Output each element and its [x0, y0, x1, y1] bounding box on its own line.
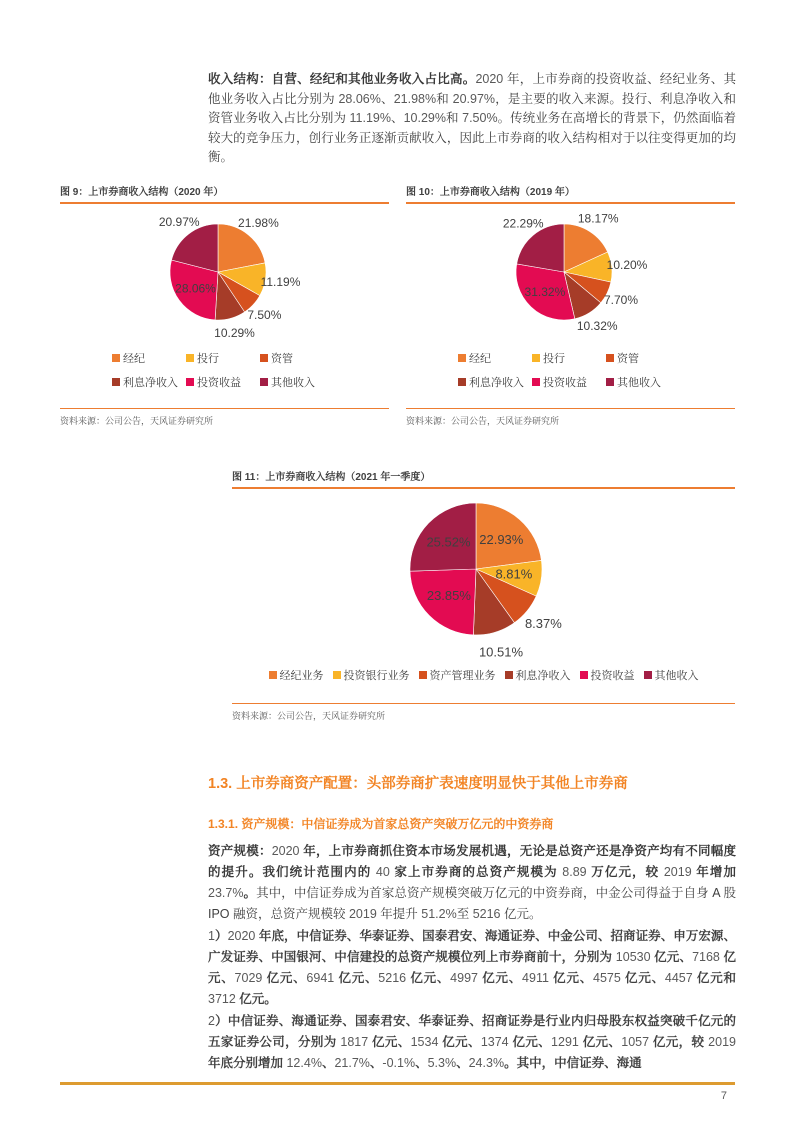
legend-label: 投资银行业务: [343, 670, 410, 682]
chart-legend: [112, 350, 389, 390]
legend-item: [458, 350, 532, 366]
pie-value-label: 25.52%: [426, 534, 471, 550]
paragraph-body-text: 其中，中信证券成为首家总资产规模突破万亿元的中资券商，中金公司得益于自身 A 股 IPO 融资，总资产规模较 2019 年提升 51.2%至 5216 亿元。: [208, 886, 736, 921]
figure-9-revenue-structure-2020: [60, 183, 389, 427]
figure-source: 资料来源：公司公告，天风证券研究所: [232, 703, 735, 722]
pie-value-label: 10.29%: [214, 326, 255, 341]
subsection-heading-1-3-1: 1.3.1. 资产规模：中信证券成为首家总资产突破万亿元的中资券商: [208, 817, 554, 831]
pie-chart-2021q1: [232, 491, 735, 663]
pie-chart-2020: [60, 206, 389, 346]
legend-label: 投资收益: [590, 670, 635, 682]
pie-value-label: 23.85%: [426, 588, 471, 603]
legend-item: [186, 350, 260, 366]
legend-item: [419, 667, 496, 683]
legend-marker-icon: [260, 378, 268, 386]
legend-marker-icon: [112, 378, 120, 386]
chart-legend: [458, 350, 735, 390]
legend-label: 其他收入: [617, 377, 661, 389]
paragraph-top10-total-assets: 1）2020 年底，中信证券、华泰证券、国泰君安、海通证券、中金公司、招商证券、申万宏源、广发证券、中国银河、中信建投的总资产规模位列上市券商前十，分别为 10530 亿元、7168 亿元、7029 亿元、6941 亿元、5216 亿元、4997 亿元、4911 亿元、4575 亿元、4457 亿元和 3712 亿元。: [208, 929, 736, 1006]
legend-label: 资管: [271, 353, 293, 365]
pie-value-label: 7.70%: [603, 292, 639, 307]
legend-item: [112, 374, 186, 390]
legend-item: [606, 374, 680, 390]
legend-item: [505, 667, 571, 683]
legend-item: [532, 350, 606, 366]
legend-label: 投资收益: [543, 377, 587, 389]
figure-title: 图 9：上市券商收入结构（2020 年）: [60, 183, 389, 204]
legend-marker-icon: [186, 354, 194, 362]
legend-label: 资产管理业务: [429, 670, 496, 682]
pie-value-label: 21.98%: [238, 216, 279, 231]
legend-item: [260, 350, 334, 366]
legend-label: 利息净收入: [469, 377, 524, 389]
pie-value-label: 10.51%: [478, 644, 524, 660]
pie-value-label: 10.20%: [606, 258, 648, 273]
legend-marker-icon: [269, 671, 277, 679]
legend-label: 其他收入: [271, 377, 315, 389]
legend-marker-icon: [458, 354, 466, 362]
paragraph-equity-over-100b: 2）中信证券、海通证券、国泰君安、华泰证券、招商证券是行业内归母股东权益突破千亿元的五家证券公司，分别为 1817 亿元、1534 亿元、1374 亿元、1291 亿元、1057 亿元，较 2019 年底分别增加 12.4%、21.7%、-0.1%、5.3%、24.3%。其中，中信证券、海通: [208, 1014, 736, 1070]
legend-item: [186, 374, 260, 390]
pie-value-label: 18.17%: [577, 211, 619, 226]
legend-marker-icon: [532, 354, 540, 362]
legend-marker-icon: [505, 671, 513, 679]
pie-value-label: 8.37%: [524, 616, 562, 632]
legend-item: [269, 667, 324, 683]
legend-label: 资管: [617, 353, 639, 365]
pie-value-label: 11.19%: [260, 275, 301, 290]
intro-lead-text: 收入结构：自营、经纪和其他业务收入占比高。: [208, 72, 476, 86]
figure-10-revenue-structure-2019: [406, 183, 735, 427]
legend-item: [644, 667, 699, 683]
legend-label: 投行: [197, 353, 219, 365]
legend-item: [532, 374, 606, 390]
pie-value-label: 20.97%: [158, 214, 200, 229]
legend-label: 利息净收入: [123, 377, 178, 389]
chart-legend: [232, 667, 735, 683]
pie-value-label: 22.93%: [479, 532, 524, 548]
pie-value-label: 7.50%: [247, 308, 282, 323]
legend-item: [260, 374, 334, 390]
pie-value-label: 8.81%: [495, 566, 533, 582]
figure-title: 图 10：上市券商收入结构（2019 年）: [406, 183, 735, 204]
pie-slice: [517, 224, 564, 272]
legend-label: 其他收入: [654, 670, 699, 682]
legend-marker-icon: [112, 354, 120, 362]
legend-label: 经纪: [123, 353, 145, 365]
footer-divider: [60, 1082, 735, 1085]
legend-label: 经纪业务: [279, 670, 324, 682]
figure-11-revenue-structure-2021q1: [232, 468, 735, 722]
legend-marker-icon: [606, 378, 614, 386]
intro-paragraph: [208, 70, 736, 168]
legend-marker-icon: [644, 671, 652, 679]
legend-marker-icon: [458, 378, 466, 386]
legend-label: 经纪: [469, 353, 491, 365]
legend-marker-icon: [419, 671, 427, 679]
legend-marker-icon: [260, 354, 268, 362]
pie-value-label: 28.06%: [175, 281, 216, 296]
page-number: 7: [720, 1090, 727, 1102]
legend-item: [458, 374, 532, 390]
legend-label: 投资收益: [197, 377, 241, 389]
pie-chart-2019: [406, 206, 735, 346]
figure-source: 资料来源：公司公告，天风证券研究所: [60, 408, 389, 427]
legend-marker-icon: [333, 671, 341, 679]
legend-item: [112, 350, 186, 366]
figure-title: 图 11：上市券商收入结构（2021 年一季度）: [232, 468, 735, 489]
figure-source: 资料来源：公司公告，天风证券研究所: [406, 408, 735, 427]
legend-marker-icon: [532, 378, 540, 386]
legend-item: [333, 667, 410, 683]
paragraph-asset-scale: [208, 841, 736, 925]
paragraph-lead-text: 资产规模：2020 年，上市券商抓住资本市场发展机遇，无论是总资产还是净资产均有不同幅度的提升。我们统计范围内的 40 家上市券商的总资产规模为 8.89 万亿元，较 2019 年增加 23.7%。: [208, 844, 736, 900]
section-heading-1-3: 1.3. 上市券商资产配置：头部券商扩表速度明显快于其他上市券商: [208, 776, 628, 792]
legend-marker-icon: [186, 378, 194, 386]
intro-body-text: 2020 年，上市券商的投资收益、经纪业务、其他业务收入占比分别为 28.06%、21.98%和 20.97%，是主要的收入来源。投行、利息净收入和资管业务收入占比分别为 11.19%、10.29%和 7.50%。传统业务在高增长的背景下，仍然面临着较大的竞争压力，创行业务正逐渐贡献收入，因此上市券商的收入结构相对于以往变得更加的均衡。: [208, 72, 736, 164]
legend-label: 利息净收入: [515, 670, 571, 682]
legend-item: [580, 667, 635, 683]
legend-item: [606, 350, 680, 366]
pie-value-label: 31.32%: [524, 285, 566, 300]
legend-marker-icon: [606, 354, 614, 362]
pie-value-label: 10.32%: [576, 319, 618, 333]
pie-value-label: 22.29%: [502, 216, 544, 231]
legend-marker-icon: [580, 671, 588, 679]
legend-label: 投行: [543, 353, 565, 365]
